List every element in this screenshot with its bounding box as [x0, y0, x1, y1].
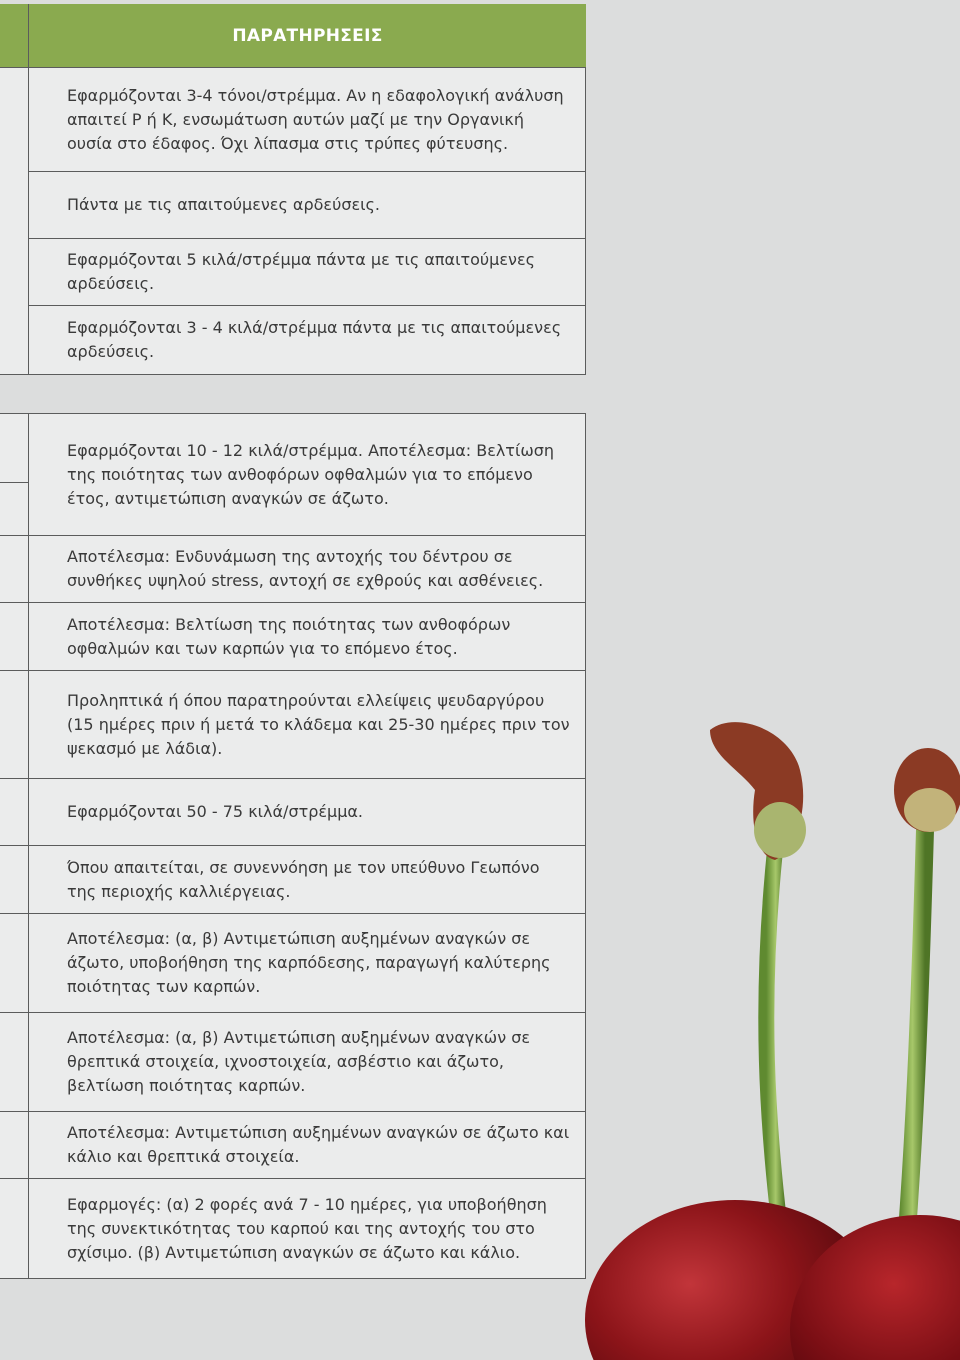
table-row — [29, 239, 586, 306]
cherry-image — [560, 700, 960, 1360]
table-row — [29, 68, 586, 172]
table-row — [29, 1179, 586, 1279]
table-row — [29, 671, 586, 779]
row-text: Εφαρμογές: (α) 2 φορές ανά 7 - 10 ημέρες, για υποβοήθηση της συνεκτικότητας του καρπού και της αντοχής του στο σχίσιμο. (β) Αντιμετώπιση αναγκών σε άζωτο και κάλιο. — [67, 1194, 547, 1262]
strip-divider — [0, 374, 29, 375]
strip-divider — [0, 535, 29, 536]
column-title: ΠΑΡΑΤΗΡΗΣΕΙΣ — [232, 25, 383, 46]
row-text: Αποτέλεσμα: Αντιμετώπιση αυξημένων αναγκών σε άζωτο και κάλιο και θρεπτικά στοιχεία. — [67, 1123, 570, 1166]
table-row — [29, 413, 586, 536]
row-text: Αποτέλεσμα: (α, β) Αντιμετώπιση αυξημένων αναγκών σε άζωτο, υποβοήθηση της καρπόδεσης, παραγωγή καλύτερης ποιότητας των καρπών. — [67, 929, 551, 996]
row-text: Όπου απαιτείται, σε συνεννόηση με τον υπεύθυνο Γεωπόνο της περιοχής καλλιέργειας. — [67, 857, 540, 901]
strip-divider — [0, 482, 29, 483]
table-row — [29, 172, 586, 239]
strip-divider — [0, 1178, 29, 1179]
strip-divider — [0, 778, 29, 779]
strip-divider — [0, 1278, 29, 1279]
row-text: Εφαρμόζονται 3-4 τόνοι/στρέμμα. Αν η εδαφολογική ανάλυση απαιτεί P ή K, ενσωμάτωση αυτών μαζί με την Οργανική ουσία στο έδαφος. Όχι λίπασμα στις τρύπες φύτευσης. — [67, 85, 564, 153]
row-text: Προληπτικά ή όπου παρατηρούνται ελλείψεις ψευδαργύρου (15 ημέρες πριν ή μετά το κλάδεμα και 25-30 ημέρες πριν τον ψεκασμό με λάδια). — [67, 690, 570, 758]
row-text: Πάντα με τις απαιτούμενες αρδεύσεις. — [67, 195, 381, 214]
strip-divider — [0, 1012, 29, 1013]
left-strip-group-1 — [0, 68, 29, 375]
row-text: Αποτέλεσμα: Βελτίωση της ποιότητας των ανθοφόρων οφθαλμών και των καρπών για το επόμενο έτος. — [67, 614, 511, 658]
table-row — [29, 1013, 586, 1112]
strip-divider — [0, 413, 29, 414]
row-text: Αποτέλεσμα: (α, β) Αντιμετώπιση αυξημένων αναγκών σε θρεπτικά στοιχεία, ιχνοστοιχεία, ασβέστιο και άζωτο, βελτίωση ποιότητας καρπών. — [67, 1028, 531, 1095]
strip-divider — [0, 845, 29, 846]
table-row — [29, 1112, 586, 1179]
table-row — [29, 846, 586, 914]
table-row — [29, 603, 586, 671]
left-strip-group-2 — [0, 413, 29, 1279]
strip-divider — [0, 1111, 29, 1112]
row-text: Εφαρμόζονται 3 - 4 κιλά/στρέμμα πάντα με τις απαιτούμενες αρδεύσεις. — [67, 318, 562, 361]
table-row — [29, 536, 586, 603]
row-text: Εφαρμόζονται 5 κιλά/στρέμμα πάντα με τις απαιτούμενες αρδεύσεις. — [67, 250, 535, 293]
table-row — [29, 914, 586, 1013]
row-text: Εφαρμόζονται 10 - 12 κιλά/στρέμμα. Αποτέλεσμα: Βελτίωση της ποιότητας των ανθοφόρων οφθαλμών για το επόμενο έτος, αντιμετώπιση αναγκών σε άζωτο. — [67, 440, 555, 508]
table-header — [0, 4, 586, 68]
strip-divider — [0, 670, 29, 671]
table-row — [29, 306, 586, 375]
strip-divider — [0, 602, 29, 603]
row-text: Εφαρμόζονται 50 - 75 κιλά/στρέμμα. — [67, 802, 364, 821]
table-row — [29, 779, 586, 846]
strip-divider — [0, 913, 29, 914]
row-text: Αποτέλεσμα: Ενδυνάμωση της αντοχής του δέντρου σε συνθήκες υψηλού stress, αντοχή σε εχθρούς και ασθένειες. — [67, 547, 544, 590]
header-left-strip — [0, 4, 29, 67]
